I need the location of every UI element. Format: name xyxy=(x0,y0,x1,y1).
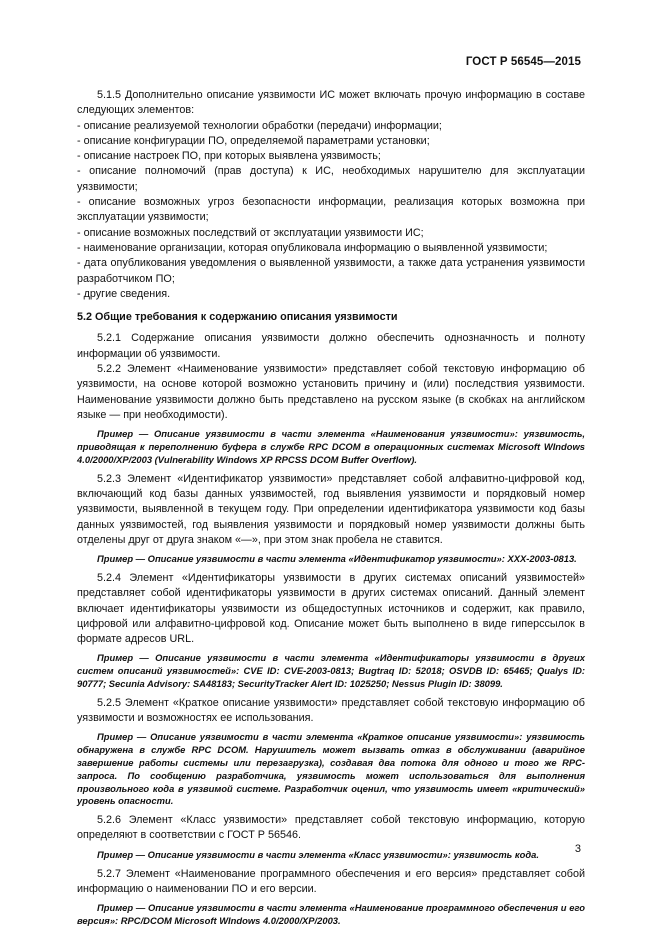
paragraph-5-2-3: 5.2.3 Элемент «Идентификатор уязвимости» представляет собой алфавитно-цифровой код, включающий код базы данных уязвимостей, год выявления уязвимости и порядковый номер уязвимости, выявленной в текущем году. При определении идентификатора уязвимости код базы данных уязвимостей, год выявления уязвимости и порядковый номер уязвимости должны быть отделены друг от друга знаком «—», при этом знак пробела не ставится. xyxy=(77,472,585,546)
section-heading-5-2: 5.2 Общие требования к содержанию описания уязвимости xyxy=(77,311,398,324)
list-item: - описание возможных последствий от эксплуатации уязвимости ИС; xyxy=(77,226,424,239)
paragraph-5-2-7: 5.2.7 Элемент «Наименование программного обеспечения и его версия» представляет собой информацию о наименовании ПО и его версии. xyxy=(77,867,585,895)
paragraph-5-2-6: 5.2.6 Элемент «Класс уязвимости» представляет собой текстовую информацию, которую определяют в соответствии с ГОСТ Р 56546. xyxy=(77,814,585,842)
document-header: ГОСТ Р 56545—2015 xyxy=(465,56,581,68)
example-5-2-5: Пример — Описание уязвимости в части элемента «Краткое описание уязвимости»: уязвимость обнаружена в службе RPC DCOM. Нарушитель может вызвать отказ в обслуживании (аварийное завершение работы системы или перезагрузка), создавая два потока для одного и того же RPC-запроса. По сообщению разработчика, уязвимость может использоваться для выполнения произвольного кода в уязвимой системе. Разработчик оценил, что уязвимость имеет «критический» уровень опасности. xyxy=(77,731,585,807)
list-item: - описание реализуемой технологии обработки (передачи) информации; xyxy=(77,119,442,132)
list-item: - наименование организации, которая опубликовала информацию о выявленной уязвимости; xyxy=(77,241,548,254)
example-5-2-3: Пример — Описание уязвимости в части элемента «Идентификатор уязвимости»: XXX-2003-0813. xyxy=(97,553,577,565)
list-item: - описание конфигурации ПО, определяемой параметрами установки; xyxy=(77,134,430,147)
example-5-2-4: Пример — Описание уязвимости в части элемента «Идентификаторы уязвимости в других систем описаний уязвимостей»: CVE ID: CVE-2003-0813; Bugtraq ID: 52018; OSVDB ID: 65465; Qualys ID: 90777; Secunia Advisory: SA48183; SecurityTracker Alert ID: 1025250; Nessus Plugin ID: 38099. xyxy=(77,652,585,689)
page-number: 3 xyxy=(574,843,581,855)
example-5-2-6: Пример — Описание уязвимости в части элемента «Класс уязвимости»: уязвимость кода. xyxy=(97,848,539,860)
list-item: - дата опубликования уведомления о выявленной уязвимости, а также дата устранения уязвимости разработчиком ПО; xyxy=(77,257,585,285)
list-item: - описание возможных угроз безопасности информации, реализация которых возможна при эксплуатации уязвимости; xyxy=(77,196,585,224)
example-5-2-2: Пример — Описание уязвимости в части элемента «Наименования уязвимости»: уязвимость, приводящая к переполнению буфера в службе RPC DCOM в операционных системах Microsoft WIndows 4.0/2000/XP/2003 (Vulnerability Windows XP RPCSS DCOM Buffer Overflow). xyxy=(77,428,585,465)
list-item: - описание настроек ПО, при которых выявлена уязвимость; xyxy=(77,150,381,163)
paragraph-5-2-5: 5.2.5 Элемент «Краткое описание уязвимости» представляет собой текстовую информацию об уязвимости и возможностях ее использования. xyxy=(77,696,585,725)
list-item: - описание полномочий (прав доступа) к ИС, необходимых нарушителю для эксплуатации уязвимости; xyxy=(77,165,585,193)
example-5-2-7: Пример — Описание уязвимости в части элемента «Наименование программного обеспечения и его версия»: RPC/DCOM Microsoft WIndows 4.0/2000/XP/2003. xyxy=(77,902,585,926)
paragraph-5-2-2: 5.2.2 Элемент «Наименование уязвимости» представляет собой текстовую информацию об уязвимости, на основе которой возможно установить причину и (или) последствия уязвимости. Наименование уязвимости должно быть представлено на русском языке (в скобках на английском языке — при необходимости). xyxy=(77,363,585,421)
paragraph-5-2-1: 5.2.1 Содержание описания уязвимости должно обеспечить однозначность и полноту информации об уязвимости. xyxy=(77,332,585,360)
paragraph-5-1-5: 5.1.5 Дополнительно описание уязвимости ИС может включать прочую информацию в составе следующих элементов: xyxy=(77,89,585,117)
document-body xyxy=(77,88,585,933)
paragraph-5-2-4: 5.2.4 Элемент «Идентификаторы уязвимости в других системах описаний уязвимостей» представляет собой идентификаторы уязвимости в других системах описаний. Данный элемент включает идентификаторы уязвимости из общедоступных источников и содержит, как правило, цифровой или алфавитно-цифровой код. Описание может быть выполнено в виде гиперссылок в формате адресов URL. xyxy=(77,571,585,646)
list-item: - другие сведения. xyxy=(77,287,171,300)
